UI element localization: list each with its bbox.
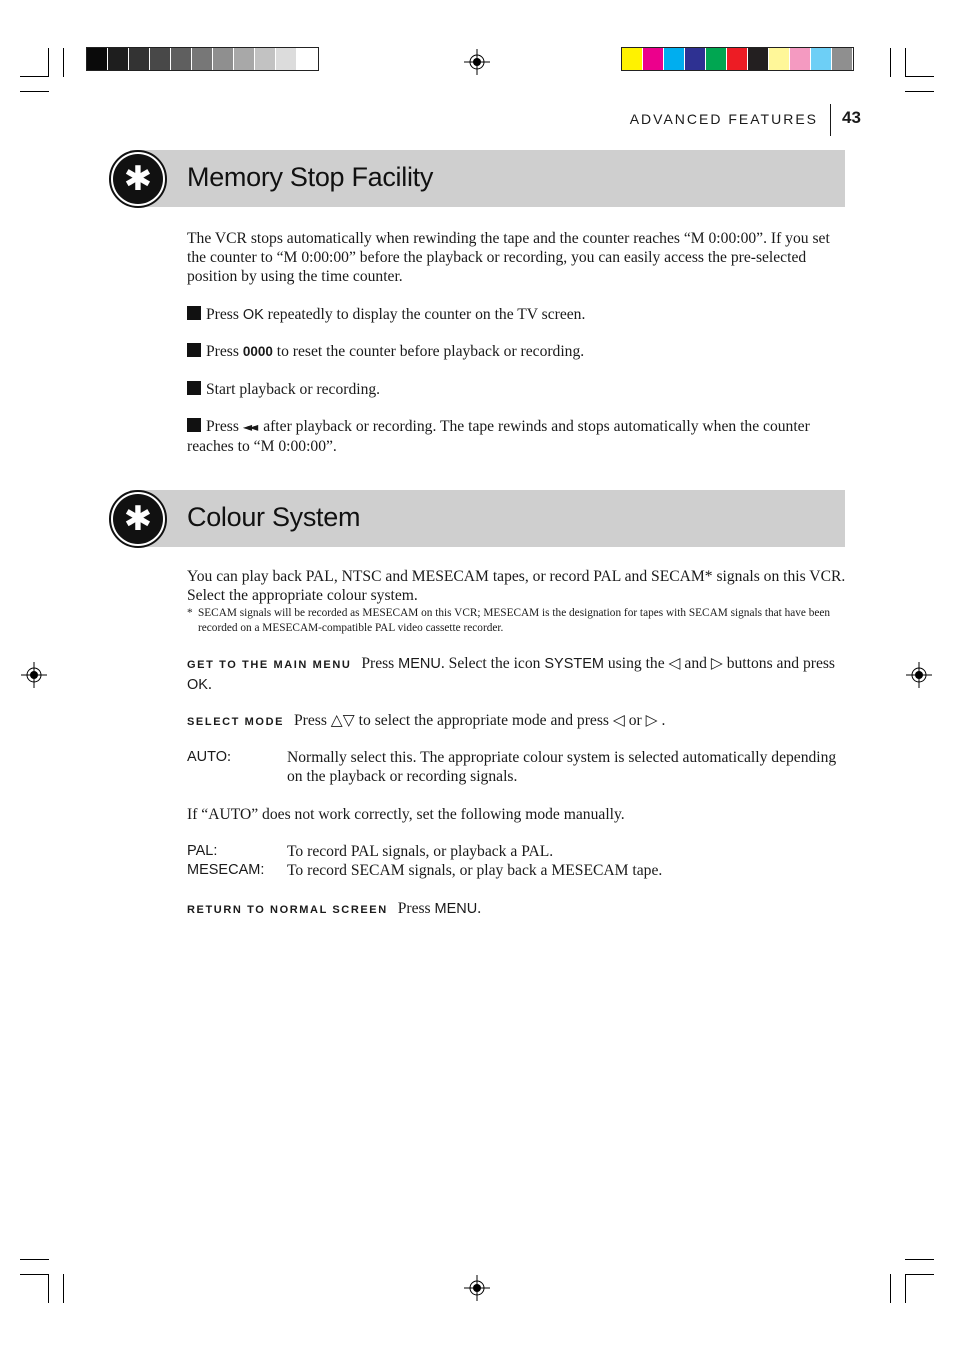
step-bullet-icon xyxy=(187,381,201,395)
registration-mark-icon xyxy=(464,49,490,75)
mode-description: To record PAL signals, or playback a PAL. xyxy=(287,843,554,860)
step-text: Start playback or recording. xyxy=(206,381,381,398)
section-title: Memory Stop Facility xyxy=(187,162,434,192)
key-ok: OK xyxy=(187,677,208,693)
crop-mark xyxy=(63,1274,64,1303)
crop-mark xyxy=(63,48,64,77)
crop-mark xyxy=(905,1274,934,1275)
crop-mark xyxy=(890,1274,891,1303)
calibration-swatch xyxy=(255,48,276,70)
section-intro xyxy=(187,567,847,605)
instruction-label: RETURN TO NORMAL SCREEN xyxy=(187,904,388,916)
registration-mark-icon xyxy=(464,1275,490,1301)
asterisk-icon: ✱ xyxy=(113,154,163,204)
step-item xyxy=(187,342,847,361)
calibration-swatch xyxy=(685,48,706,70)
calibration-swatch xyxy=(769,48,790,70)
page-number: 43 xyxy=(842,108,861,127)
step-text: Press xyxy=(206,418,243,435)
step-item xyxy=(187,417,847,456)
section-badge xyxy=(109,150,167,208)
intro-text: You can play back PAL, NTSC and MESECAM tapes, or record PAL and SECAM* signals on this VCR. Select the appropriate colour system. xyxy=(187,568,846,604)
crop-mark xyxy=(905,1259,934,1260)
key-menu: MENU xyxy=(434,901,478,917)
crop-mark xyxy=(905,48,906,77)
instruction-text: . xyxy=(477,900,482,917)
term: AUTO xyxy=(187,749,228,765)
section-title: Colour System xyxy=(187,502,361,532)
crop-mark xyxy=(905,91,934,92)
crop-mark xyxy=(905,76,934,77)
instruction-select-mode xyxy=(187,711,847,732)
step-bullet-icon xyxy=(187,418,201,432)
instruction-text: using the ◁ and ▷ buttons and press xyxy=(603,655,835,672)
step-text: Press xyxy=(206,306,243,323)
footnote-mark: * xyxy=(187,607,193,619)
mode-term-mesecam: MESECAM: xyxy=(187,862,265,878)
header-divider xyxy=(830,104,831,136)
calibration-swatch xyxy=(748,48,769,70)
registration-mark-icon xyxy=(21,662,47,688)
crop-mark xyxy=(20,1274,49,1275)
calibration-swatch xyxy=(108,48,129,70)
section-badge xyxy=(109,490,167,548)
step-bullet-icon xyxy=(187,306,201,320)
calibration-swatch xyxy=(622,48,643,70)
calibration-swatch xyxy=(171,48,192,70)
manual-note: If “AUTO” does not work correctly, set the following mode manually. xyxy=(187,806,625,823)
calibration-swatch xyxy=(832,48,853,70)
mode-term-pal: PAL: xyxy=(187,843,218,859)
registration-mark-icon xyxy=(906,662,932,688)
calibration-swatch xyxy=(706,48,727,70)
calibration-swatch xyxy=(790,48,811,70)
calibration-swatch xyxy=(297,48,318,70)
key-ok: OK xyxy=(242,307,264,323)
key-system: SYSTEM xyxy=(544,656,604,672)
step-item xyxy=(187,380,847,399)
calibration-swatch xyxy=(643,48,664,70)
mode-description: To record SECAM signals, or play back a MESECAM tape. xyxy=(287,862,663,879)
section-intro xyxy=(187,229,847,286)
calibration-swatch xyxy=(664,48,685,70)
step-text: repeatedly to display the counter on the TV screen. xyxy=(263,306,586,323)
instruction-text: . Select the icon xyxy=(440,655,545,672)
step-item xyxy=(187,305,847,325)
instruction-text: Press △▽ to select the appropriate mode and press ◁ or ▷ . xyxy=(293,712,666,729)
section-heading-band xyxy=(130,150,845,207)
instruction-label: GET TO THE MAIN MENU xyxy=(187,659,352,671)
crop-mark xyxy=(20,76,49,77)
asterisk-icon: ✱ xyxy=(113,494,163,544)
step-text: after playback or recording. The tape rewinds and stops automatically when the counter reaches to “M 0:00:00”. xyxy=(187,418,810,455)
calibration-swatch xyxy=(192,48,213,70)
crop-mark xyxy=(905,1274,906,1303)
key-0000: 0000 xyxy=(242,344,273,359)
color-calibration-bar xyxy=(621,47,854,71)
calibration-swatch xyxy=(213,48,234,70)
intro-text: The VCR stops automatically when rewinding the tape and the counter reaches “M 0:00:00”. If you set the counter to “M 0:00:00” before the playback or recording, you can easily access the pre-selected position by using the time counter. xyxy=(187,230,830,285)
instruction-return xyxy=(187,899,847,920)
instruction-text: Press xyxy=(361,655,399,672)
rewind-icon: ◄◄ xyxy=(242,420,256,434)
crop-mark xyxy=(48,48,49,77)
calibration-swatch xyxy=(727,48,748,70)
instruction-label: SELECT MODE xyxy=(187,716,285,728)
instruction-text: . xyxy=(207,676,212,693)
crop-mark xyxy=(20,1259,49,1260)
calibration-swatch xyxy=(811,48,832,70)
calibration-swatch xyxy=(87,48,108,70)
instruction-text: Press xyxy=(397,900,435,917)
crop-mark xyxy=(890,48,891,77)
calibration-swatch xyxy=(150,48,171,70)
step-text: Press xyxy=(206,343,243,360)
crop-mark xyxy=(48,1274,49,1303)
calibration-swatch xyxy=(276,48,297,70)
gray-calibration-bar xyxy=(86,47,319,71)
term-colon: : xyxy=(227,749,232,765)
mode-description: Normally select this. The appropriate colour system is selected automatically depending on the playback or recording signals. xyxy=(287,749,837,785)
calibration-swatch xyxy=(234,48,255,70)
step-bullet-icon xyxy=(187,343,201,357)
crop-mark xyxy=(20,91,49,92)
key-menu: MENU xyxy=(398,656,441,672)
running-head: ADVANCED FEATURES xyxy=(629,111,818,127)
footnote-text: SECAM signals will be recorded as MESECAM on this VCR; MESECAM is the designation for tapes with SECAM signals that have been recorded on a MESECAM-compatible PAL video cassette recorder. xyxy=(198,607,831,634)
step-text: to reset the counter before playback or recording. xyxy=(272,343,585,360)
mode-term-auto xyxy=(187,748,231,767)
footnote xyxy=(187,606,847,636)
instruction-main-menu xyxy=(187,654,847,695)
section-heading-band xyxy=(130,490,845,547)
calibration-swatch xyxy=(129,48,150,70)
